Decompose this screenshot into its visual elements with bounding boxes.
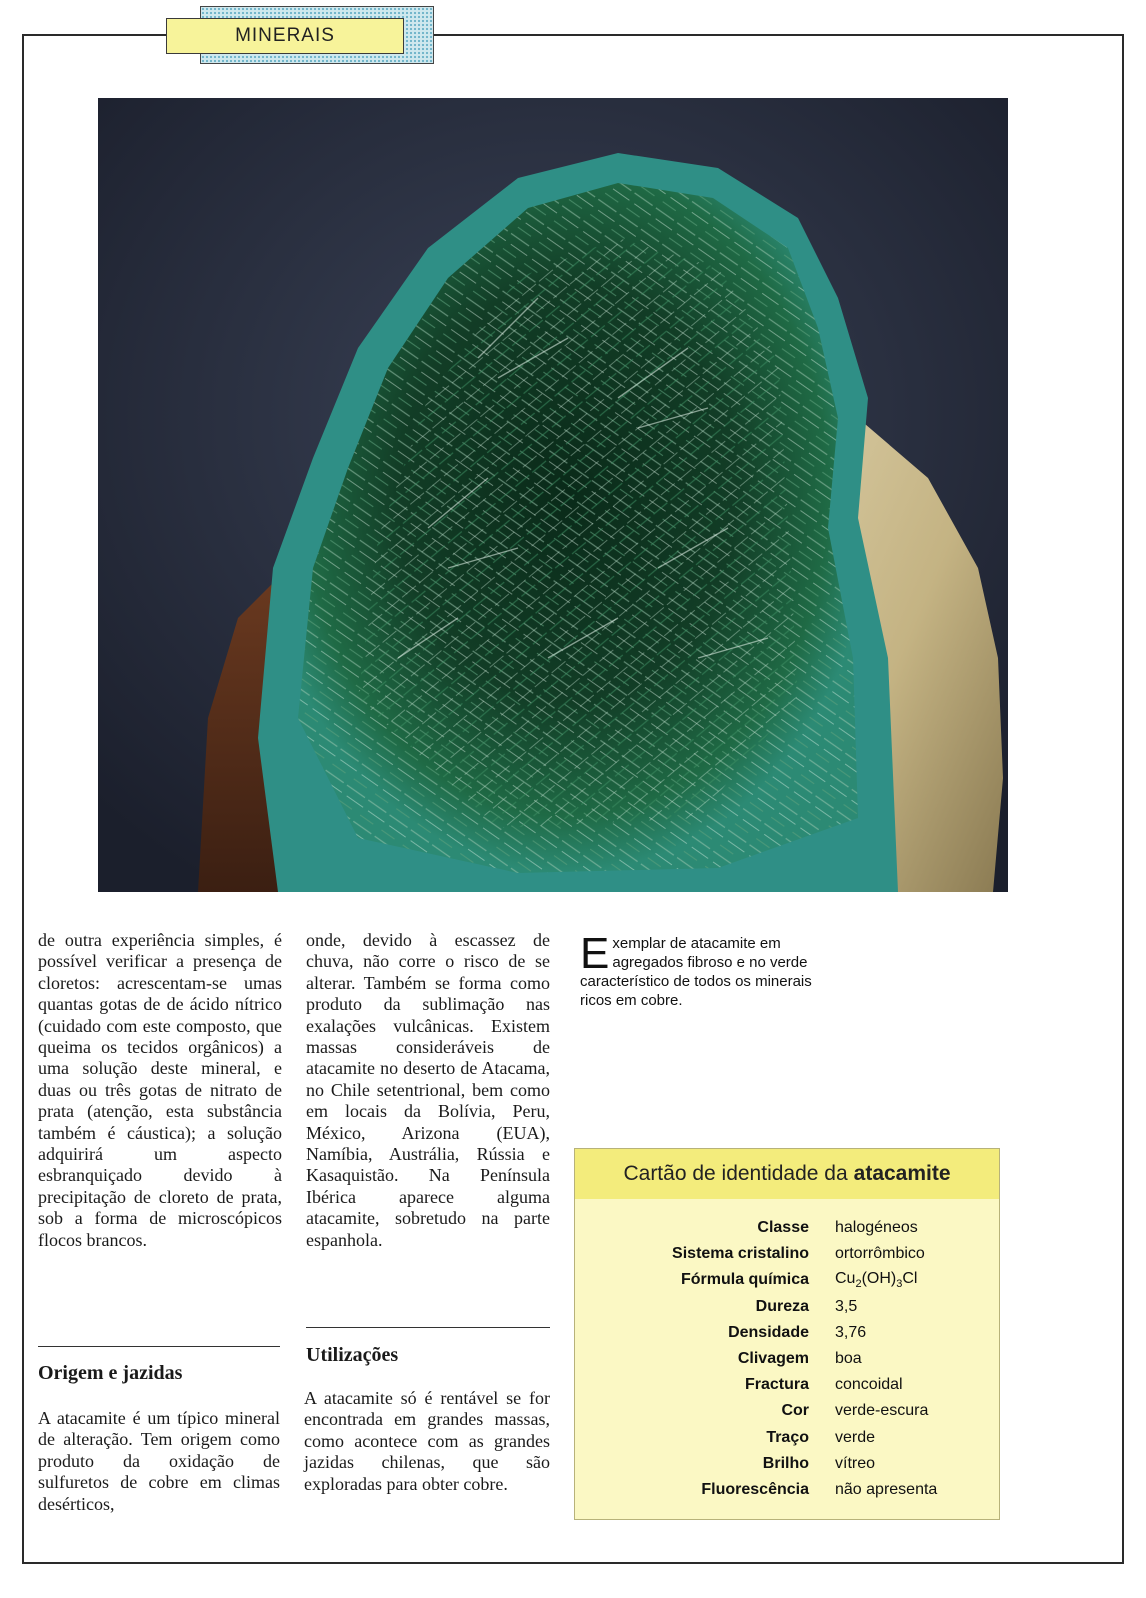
card-row-value: boa	[835, 1350, 862, 1368]
identity-card	[574, 1148, 1000, 1520]
body-text-column-1: de outra experiência simples, é possível verificar a presença de cloretos: acrescentam-se umas quantas gotas de de ácido nítrico (cuidado com este composto, que queima os tecidos orgânicos) a uma solução deste mineral, e duas ou três gotas de nitrato de prata (atenção, esta substância também é cáustica); a solução adquirirá um aspecto esbranquiçado devido à precipitação de cloreto de prata, sob a forma de microscópicos flocos brancos.	[38, 930, 282, 1250]
formula-text: $Cu_2(OH)_3Cl$	[835, 1270, 918, 1291]
card-row-brilho	[575, 1451, 999, 1477]
caption-text: xemplar de atacamite em agregados fibroso e no verde característico de todos os minerais ricos em cobre.	[580, 935, 812, 1009]
heading-origem-e-jazidas: Origem e jazidas	[38, 1362, 183, 1384]
section-label: MINERAIS	[166, 18, 404, 54]
heading-utilizacoes: Utilizações	[306, 1344, 399, 1366]
card-row-value-formula	[835, 1270, 999, 1290]
card-row-value: verde-escura	[835, 1402, 929, 1420]
card-row-key: Sistema cristalino	[672, 1245, 809, 1263]
card-row-cor	[575, 1398, 999, 1424]
card-row-value: ortorrômbico	[835, 1245, 925, 1263]
card-title-prefix: Cartão de identidade da	[623, 1162, 848, 1185]
card-row-value: não apresenta	[835, 1480, 938, 1498]
card-row-value: concoidal	[835, 1376, 903, 1394]
divider	[38, 1346, 280, 1347]
identity-card-rows	[575, 1215, 999, 1503]
card-row-classe	[575, 1215, 999, 1241]
caption-dropcap: E	[580, 929, 610, 978]
card-row-value: 3,5	[835, 1297, 858, 1315]
card-title-mineral: atacamite	[853, 1162, 951, 1185]
atacamite-specimen-illustration	[98, 98, 1008, 892]
identity-card-title	[575, 1149, 999, 1199]
card-row-key: Cor	[781, 1402, 809, 1420]
card-row-fluorescencia	[575, 1477, 999, 1503]
card-row-key: Dureza	[755, 1297, 809, 1315]
card-row-value: halogéneos	[835, 1219, 918, 1237]
card-row-key: Fluorescência	[701, 1480, 809, 1498]
card-row-key: Classe	[757, 1219, 809, 1237]
card-row-dureza	[575, 1294, 999, 1320]
card-row-key: Traço	[766, 1428, 809, 1446]
card-row-key: Fórmula química	[680, 1271, 809, 1289]
card-row-sistema-cristalino	[575, 1241, 999, 1267]
card-row-value: verde	[835, 1428, 876, 1446]
card-row-value: vítreo	[835, 1454, 876, 1472]
body-text-column-1-section-2: A atacamite é um típico mineral de alteração. Tem origem como produto da oxidação de sulfuretos de cobre em climas desérticos,	[38, 1408, 280, 1514]
card-row-key: Fractura	[744, 1376, 809, 1394]
body-text-column-2: onde, devido à escassez de chuva, não corre o risco de se alterar. Também se forma como produto da sublimação nas exalações vulcânicas. Existem massas consideráveis de atacamite no deserto de Atacama, no Chile setentrional, bem como em locais da Bolívia, Peru, México, Arizona (EUA), Namíbia, Austrália, Rússia e Kasaquistão. Na Península Ibérica aparece alguma atacamite, sobretudo na parte espanhola.	[306, 930, 550, 1250]
card-row-key: Brilho	[762, 1454, 809, 1472]
card-row-key: Clivagem	[737, 1350, 809, 1368]
card-row-traco	[575, 1425, 999, 1451]
card-row-key: Densidade	[728, 1323, 809, 1341]
body-text-column-2-section-2: A atacamite só é rentável se for encontrada em grandes massas, como acontece com as grandes jazidas chilenas, que são exploradas para obter cobre.	[304, 1388, 550, 1494]
card-row-formula-quimica	[575, 1267, 999, 1293]
card-row-densidade	[575, 1320, 999, 1346]
card-row-value: 3,76	[835, 1323, 867, 1341]
card-row-fractura	[575, 1372, 999, 1398]
card-row-clivagem	[575, 1346, 999, 1372]
photo-caption	[580, 929, 816, 1010]
divider	[306, 1327, 550, 1328]
mineral-photo	[98, 98, 1008, 892]
